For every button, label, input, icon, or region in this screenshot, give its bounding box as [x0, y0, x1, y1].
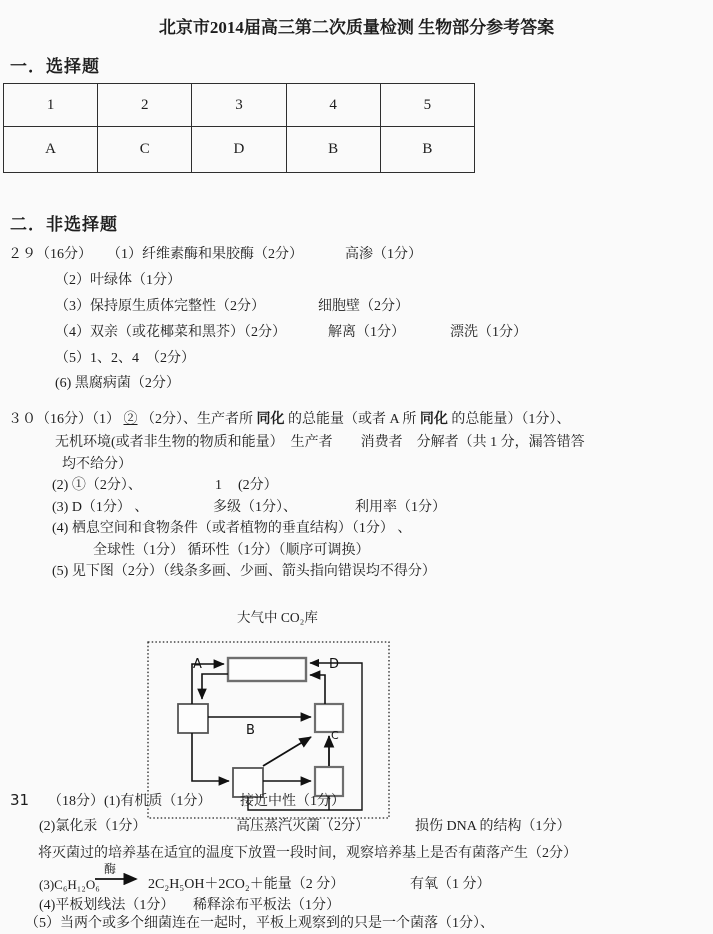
- q30-answer-2c: (2分）: [238, 478, 278, 493]
- q29-answer-5: （5）1、2、4 （2分）: [55, 351, 195, 366]
- q29-answer-1a: （1）纤维素酶和果胶酶（2分）: [107, 247, 303, 262]
- diagram-label-a: A: [193, 657, 202, 672]
- q31-answer-2b: 高压蒸汽灭菌（2分）: [236, 819, 369, 834]
- q31-answer-2d: 将灭菌过的培养基在适宜的温度下放置一段时间，观察培养基上是否有菌落产生（2分）: [38, 846, 577, 861]
- table-answer-cell: C: [98, 127, 192, 173]
- q31-products: 2C₂H₅OH＋2CO₂＋能量（2 分）: [148, 877, 345, 892]
- diagram-label-c: C: [331, 729, 339, 742]
- q31-answer-3b: 有氧（1 分）: [410, 877, 491, 892]
- table-header-cell: 3: [192, 84, 286, 127]
- diagram-label-b: B: [246, 723, 255, 738]
- diagram-box-left: [178, 704, 208, 733]
- q31-answer-1b: 接近中性（1分）: [240, 794, 345, 809]
- arrow-left-to-bottomleft: [192, 733, 229, 781]
- arrow-top-to-left: [202, 674, 228, 699]
- q30-answer-4a: (4) 栖息空间和食物条件（或者植物的垂直结构）（1分） 、: [52, 521, 412, 536]
- q30-answer-4b: 全球性（1分） 循环性（1分）（顺序可调换）: [93, 543, 370, 558]
- table-header-cell: 1: [4, 84, 98, 127]
- q29-answer-4b: 解离（1分）: [328, 325, 405, 340]
- q29-answer-1b: 高渗（1分）: [345, 247, 422, 262]
- section1-heading: 一．选择题: [10, 57, 100, 76]
- q30-answer-1e: 均不给分）: [62, 457, 132, 472]
- reaction-arrow: [95, 873, 143, 885]
- table-answer-cell: A: [4, 127, 98, 173]
- diagram-box-top: [228, 658, 306, 681]
- q30-line1: [8, 411, 570, 428]
- arrow-right-to-top: [310, 675, 325, 704]
- q29-answer-3b: 细胞壁（2分）: [318, 299, 409, 314]
- section2-heading: 二．非选择题: [10, 215, 118, 234]
- q29-answer-3a: （3）保持原生质体完整性（2分）: [55, 299, 265, 314]
- q31-number: 31: [10, 791, 30, 809]
- answer-table: [3, 83, 475, 173]
- table-header-cell: 5: [380, 84, 474, 127]
- diagram-box-right: [315, 704, 343, 732]
- table-answer-cell: B: [286, 127, 380, 173]
- q30-answer-3a: (3) D（1分） 、: [52, 500, 149, 515]
- q30-answer-1a: （2分）、生产者所: [141, 412, 253, 427]
- q29-number: ２９（16分）: [8, 247, 92, 262]
- q29-answer-4c: 漂洗（1分）: [450, 325, 527, 340]
- q30-circled-2: ②: [123, 412, 138, 427]
- q30-answer-3b: 多级（1分）、: [213, 500, 297, 515]
- diagram-title: 大气中 CO₂库: [237, 610, 318, 625]
- diagram-label-d: D: [329, 657, 340, 672]
- table-header-row: [4, 84, 475, 127]
- page-title: 北京市2014届高三第二次质量检测 生物部分参考答案: [158, 18, 555, 37]
- table-answer-row: [4, 127, 475, 173]
- q31-answer-4b: 稀释涂布平板法（1分）: [193, 898, 340, 913]
- q30-answer-1b: 的总能量（或者 A 所: [288, 412, 417, 427]
- q30-answer-2b: 1: [215, 478, 222, 493]
- q30-answer-1c: 的总能量）（1分）、: [451, 412, 571, 427]
- q30-answer-2a: (2) ①（2分）、: [52, 478, 142, 493]
- arrow-bl-to-right-diag: [263, 737, 311, 766]
- table-header-cell: 4: [286, 84, 380, 127]
- q31-answer-1a: （18分）(1)有机质（1分）: [48, 794, 212, 809]
- q30-answer-1d: 无机环境(或者非生物的物质和能量） 生产者 消费者 分解者（共 1 分，漏答错答: [55, 435, 585, 450]
- q30-number: ３０（16分）（1）: [8, 412, 120, 427]
- q31-enzyme-label: 酶: [104, 862, 117, 876]
- diagram-box-bottom-right: [315, 767, 343, 796]
- arrow-outer-loop-to-top: [248, 663, 362, 810]
- table-answer-cell: B: [380, 127, 474, 173]
- table-header-cell: 2: [98, 84, 192, 127]
- q30-answer-5: (5) 见下图（2分）（线条多画、少画、箭头指向错误均不得分）: [52, 564, 436, 579]
- q30-answer-3c: 利用率（1分）: [355, 500, 446, 515]
- q31-reactant: (3)C₆H₁₂O₆: [39, 877, 100, 892]
- q30-bold-term: 同化: [419, 412, 448, 427]
- q31-answer-2a: (2)氯化汞（1分）: [39, 819, 147, 834]
- q31-answer-5: （5）当两个或多个细菌连在一起时，平板上观察到的只是一个菌落（1分）、: [25, 916, 494, 931]
- q31-answer-4a: (4)平板划线法（1分）: [39, 898, 175, 913]
- q29-answer-2: （2）叶绿体（1分）: [55, 273, 181, 288]
- q29-answer-6: (6) 黑腐病菌（2分）: [55, 376, 180, 391]
- q30-bold-term: 同化: [256, 412, 285, 427]
- q29-answer-4a: （4）双亲（或花椰菜和黑芥）（2分）: [55, 325, 286, 340]
- q31-answer-2c: 损伤 DNA 的结构（1分）: [415, 819, 571, 834]
- table-answer-cell: D: [192, 127, 286, 173]
